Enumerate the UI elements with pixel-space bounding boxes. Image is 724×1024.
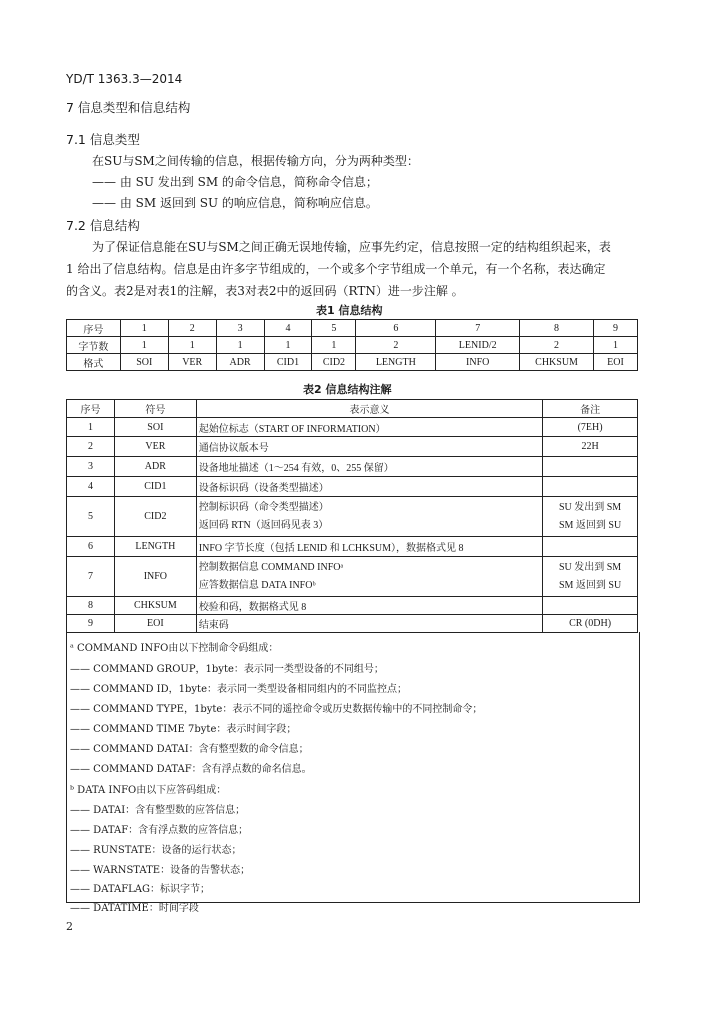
section-7-heading: 7 信息类型和信息结构 bbox=[66, 100, 191, 115]
table-2-note bbox=[543, 497, 638, 537]
table-2-note-line: SM 返回到 SU bbox=[558, 579, 622, 591]
table-note: —— WARNSTATE：设备的告警状态； bbox=[70, 865, 251, 876]
table-note: —— COMMAND TYPE，1byte：表示不同的遥控命令或历史数据传输中的不同控制命令； bbox=[70, 704, 483, 715]
section-7-2-line-3: 的含义。表2是对表1的注解，表3对表2中的返回码（RTN）进一步注解 。 bbox=[66, 284, 464, 298]
section-7-1-paragraph: 在SU与SM之间传输的信息，根据传输方向，分为两种类型： bbox=[92, 154, 419, 168]
standard-number: YD/T 1363.3—2014 bbox=[66, 72, 183, 86]
table-1-cell: CID2 bbox=[312, 354, 356, 371]
table-2-desc-line: 应答数据信息 DATA INFOᵇ bbox=[198, 579, 316, 591]
table-note: —— DATATIME：时间字段 bbox=[70, 903, 199, 914]
table-1-cell: INFO bbox=[436, 354, 520, 371]
section-7-1-heading: 7.1 信息类型 bbox=[66, 132, 140, 147]
table-2-symbol: ADR bbox=[114, 457, 196, 477]
table-2-symbol: CID2 bbox=[114, 497, 196, 537]
table-1-row bbox=[67, 337, 638, 354]
table-2-note bbox=[543, 537, 638, 557]
table-1-cell: 1 bbox=[216, 337, 264, 354]
table-1-cell: 字节数 bbox=[67, 337, 121, 354]
table-1-cell: 1 bbox=[168, 337, 216, 354]
table-1-cell: ADR bbox=[216, 354, 264, 371]
table-2-desc: 起始位标志（START OF INFORMATION） bbox=[196, 418, 542, 437]
table-1-cell: 8 bbox=[520, 320, 594, 337]
table-2-no: 3 bbox=[67, 457, 115, 477]
table-note: —— COMMAND GROUP，1byte：表示同一类型设备的不同组号； bbox=[70, 664, 384, 675]
table-2-note bbox=[543, 597, 638, 615]
table-2 bbox=[66, 399, 638, 633]
table-2-desc-line: 控制标识码（命令类型描述） bbox=[198, 501, 329, 513]
table-1-cell: 9 bbox=[594, 320, 638, 337]
table-2-desc bbox=[196, 497, 542, 537]
table-note: —— DATAI：含有整型数的应答信息； bbox=[70, 805, 246, 816]
table-1 bbox=[66, 319, 638, 371]
table-2-row bbox=[67, 437, 638, 457]
table-note: —— COMMAND ID，1byte：表示同一类型设备相同组内的不同监控点； bbox=[70, 684, 407, 695]
table-2-no: 9 bbox=[67, 615, 115, 633]
table-1-cell: CID1 bbox=[264, 354, 312, 371]
table-2-symbol: LENGTH bbox=[114, 537, 196, 557]
table-note: —— DATAFLAG：标识字节； bbox=[70, 884, 211, 895]
table-note: —— DATAF：含有浮点数的应答信息； bbox=[70, 825, 249, 836]
table-2-symbol: CHKSUM bbox=[114, 597, 196, 615]
table-1-cell: 1 bbox=[594, 337, 638, 354]
table-2-symbol: VER bbox=[114, 437, 196, 457]
table-2-no: 7 bbox=[67, 557, 115, 597]
table-note: —— COMMAND TIME 7byte：表示时间字段； bbox=[70, 724, 297, 735]
table-2-desc: 设备标识码（设备类型描述） bbox=[196, 477, 542, 497]
table-2-no: 4 bbox=[67, 477, 115, 497]
table-2-desc: INFO 字节长度（包括 LENID 和 LCHKSUM），数据格式见 8 bbox=[196, 537, 542, 557]
page-number: 2 bbox=[66, 920, 73, 933]
table-2-note bbox=[543, 557, 638, 597]
table-1-cell: LENGTH bbox=[356, 354, 436, 371]
table-2-row bbox=[67, 497, 638, 537]
table-2-row bbox=[67, 557, 638, 597]
table-2-note bbox=[543, 477, 638, 497]
section-7-2-line-1: 为了保证信息能在SU与SM之间正确无误地传输，应事先约定，信息按照一定的结构组织起来，表 bbox=[92, 240, 611, 254]
table-1-cell: 3 bbox=[216, 320, 264, 337]
table-2-row bbox=[67, 615, 638, 633]
table-2-no: 8 bbox=[67, 597, 115, 615]
table-2-row bbox=[67, 477, 638, 497]
table-2-row bbox=[67, 418, 638, 437]
section-7-1-bullet-1: —— 由 SU 发出到 SM 的命令信息，简称命令信息； bbox=[92, 175, 378, 189]
section-7-2-line-2: 1 给出了信息结构。信息是由许多字节组成的，一个或多个字节组成一个单元，有一个名称，表达确定 bbox=[66, 262, 606, 276]
table-2-header: 符号 bbox=[114, 400, 196, 418]
table-note: —— COMMAND DATAI：含有整型数的命令信息； bbox=[70, 744, 309, 755]
table-2-desc: 校验和码，数据格式见 8 bbox=[196, 597, 542, 615]
table-2-desc: 结束码 bbox=[196, 615, 542, 633]
table-1-cell: SOI bbox=[120, 354, 168, 371]
table-1-cell: 2 bbox=[356, 337, 436, 354]
table-note: —— COMMAND DATAF：含有浮点数的命名信息。 bbox=[70, 764, 312, 775]
table-note: ᵇ DATA INFO由以下应答码组成： bbox=[70, 785, 227, 796]
table-2-caption: 表2 信息结构注解 bbox=[303, 383, 392, 396]
table-1-cell: LENID/2 bbox=[436, 337, 520, 354]
table-2-header-row bbox=[67, 400, 638, 418]
table-1-cell: 1 bbox=[312, 337, 356, 354]
table-2-header: 表示意义 bbox=[196, 400, 542, 418]
table-1-cell: EOI bbox=[594, 354, 638, 371]
table-2-no: 2 bbox=[67, 437, 115, 457]
table-2-no: 1 bbox=[67, 418, 115, 437]
table-1-row bbox=[67, 354, 638, 371]
table-2-desc-line: 控制数据信息 COMMAND INFOᵃ bbox=[198, 561, 344, 573]
table-2-header: 备注 bbox=[543, 400, 638, 418]
table-2-symbol: SOI bbox=[114, 418, 196, 437]
table-2-symbol: EOI bbox=[114, 615, 196, 633]
table-1-cell: 1 bbox=[120, 320, 168, 337]
table-1-cell: 1 bbox=[264, 337, 312, 354]
table-1-cell: 2 bbox=[520, 337, 594, 354]
table-2-symbol: INFO bbox=[114, 557, 196, 597]
table-1-row bbox=[67, 320, 638, 337]
table-1-cell: 6 bbox=[356, 320, 436, 337]
table-2-desc-line: 返回码 RTN（返回码见表 3） bbox=[198, 519, 329, 531]
table-2-desc: 设备地址描述（1～254 有效，0、255 保留） bbox=[196, 457, 542, 477]
table-1-cell: 1 bbox=[120, 337, 168, 354]
table-note: —— RUNSTATE：设备的运行状态； bbox=[70, 845, 242, 856]
table-1-cell: VER bbox=[168, 354, 216, 371]
table-1-cell: 5 bbox=[312, 320, 356, 337]
table-1-cell: 序号 bbox=[67, 320, 121, 337]
table-1-cell: CHKSUM bbox=[520, 354, 594, 371]
table-1-cell: 2 bbox=[168, 320, 216, 337]
table-2-desc: 通信协议版本号 bbox=[196, 437, 542, 457]
section-7-2-heading: 7.2 信息结构 bbox=[66, 218, 140, 233]
table-1-caption: 表1 信息结构 bbox=[316, 304, 383, 317]
table-2-header: 序号 bbox=[67, 400, 115, 418]
table-2-note-line: SU 发出到 SM bbox=[558, 561, 622, 573]
table-2-note-line: SU 发出到 SM bbox=[558, 501, 622, 513]
table-2-note bbox=[543, 457, 638, 477]
table-2-note: CR (0DH) bbox=[543, 615, 638, 633]
table-2-row bbox=[67, 457, 638, 477]
table-2-row bbox=[67, 537, 638, 557]
table-2-symbol: CID1 bbox=[114, 477, 196, 497]
section-7-1-bullet-2: —— 由 SM 返回到 SU 的响应信息，简称响应信息。 bbox=[92, 196, 378, 210]
table-2-row bbox=[67, 597, 638, 615]
table-2-note: 22H bbox=[543, 437, 638, 457]
table-1-cell: 格式 bbox=[67, 354, 121, 371]
table-2-no: 6 bbox=[67, 537, 115, 557]
table-1-cell: 4 bbox=[264, 320, 312, 337]
table-2-no: 5 bbox=[67, 497, 115, 537]
table-note: ᵃ COMMAND INFO由以下控制命令码组成： bbox=[70, 643, 279, 654]
table-2-note-line: SM 返回到 SU bbox=[558, 519, 622, 531]
table-2-note: (7EH) bbox=[543, 418, 638, 437]
table-1-cell: 7 bbox=[436, 320, 520, 337]
table-2-desc bbox=[196, 557, 542, 597]
